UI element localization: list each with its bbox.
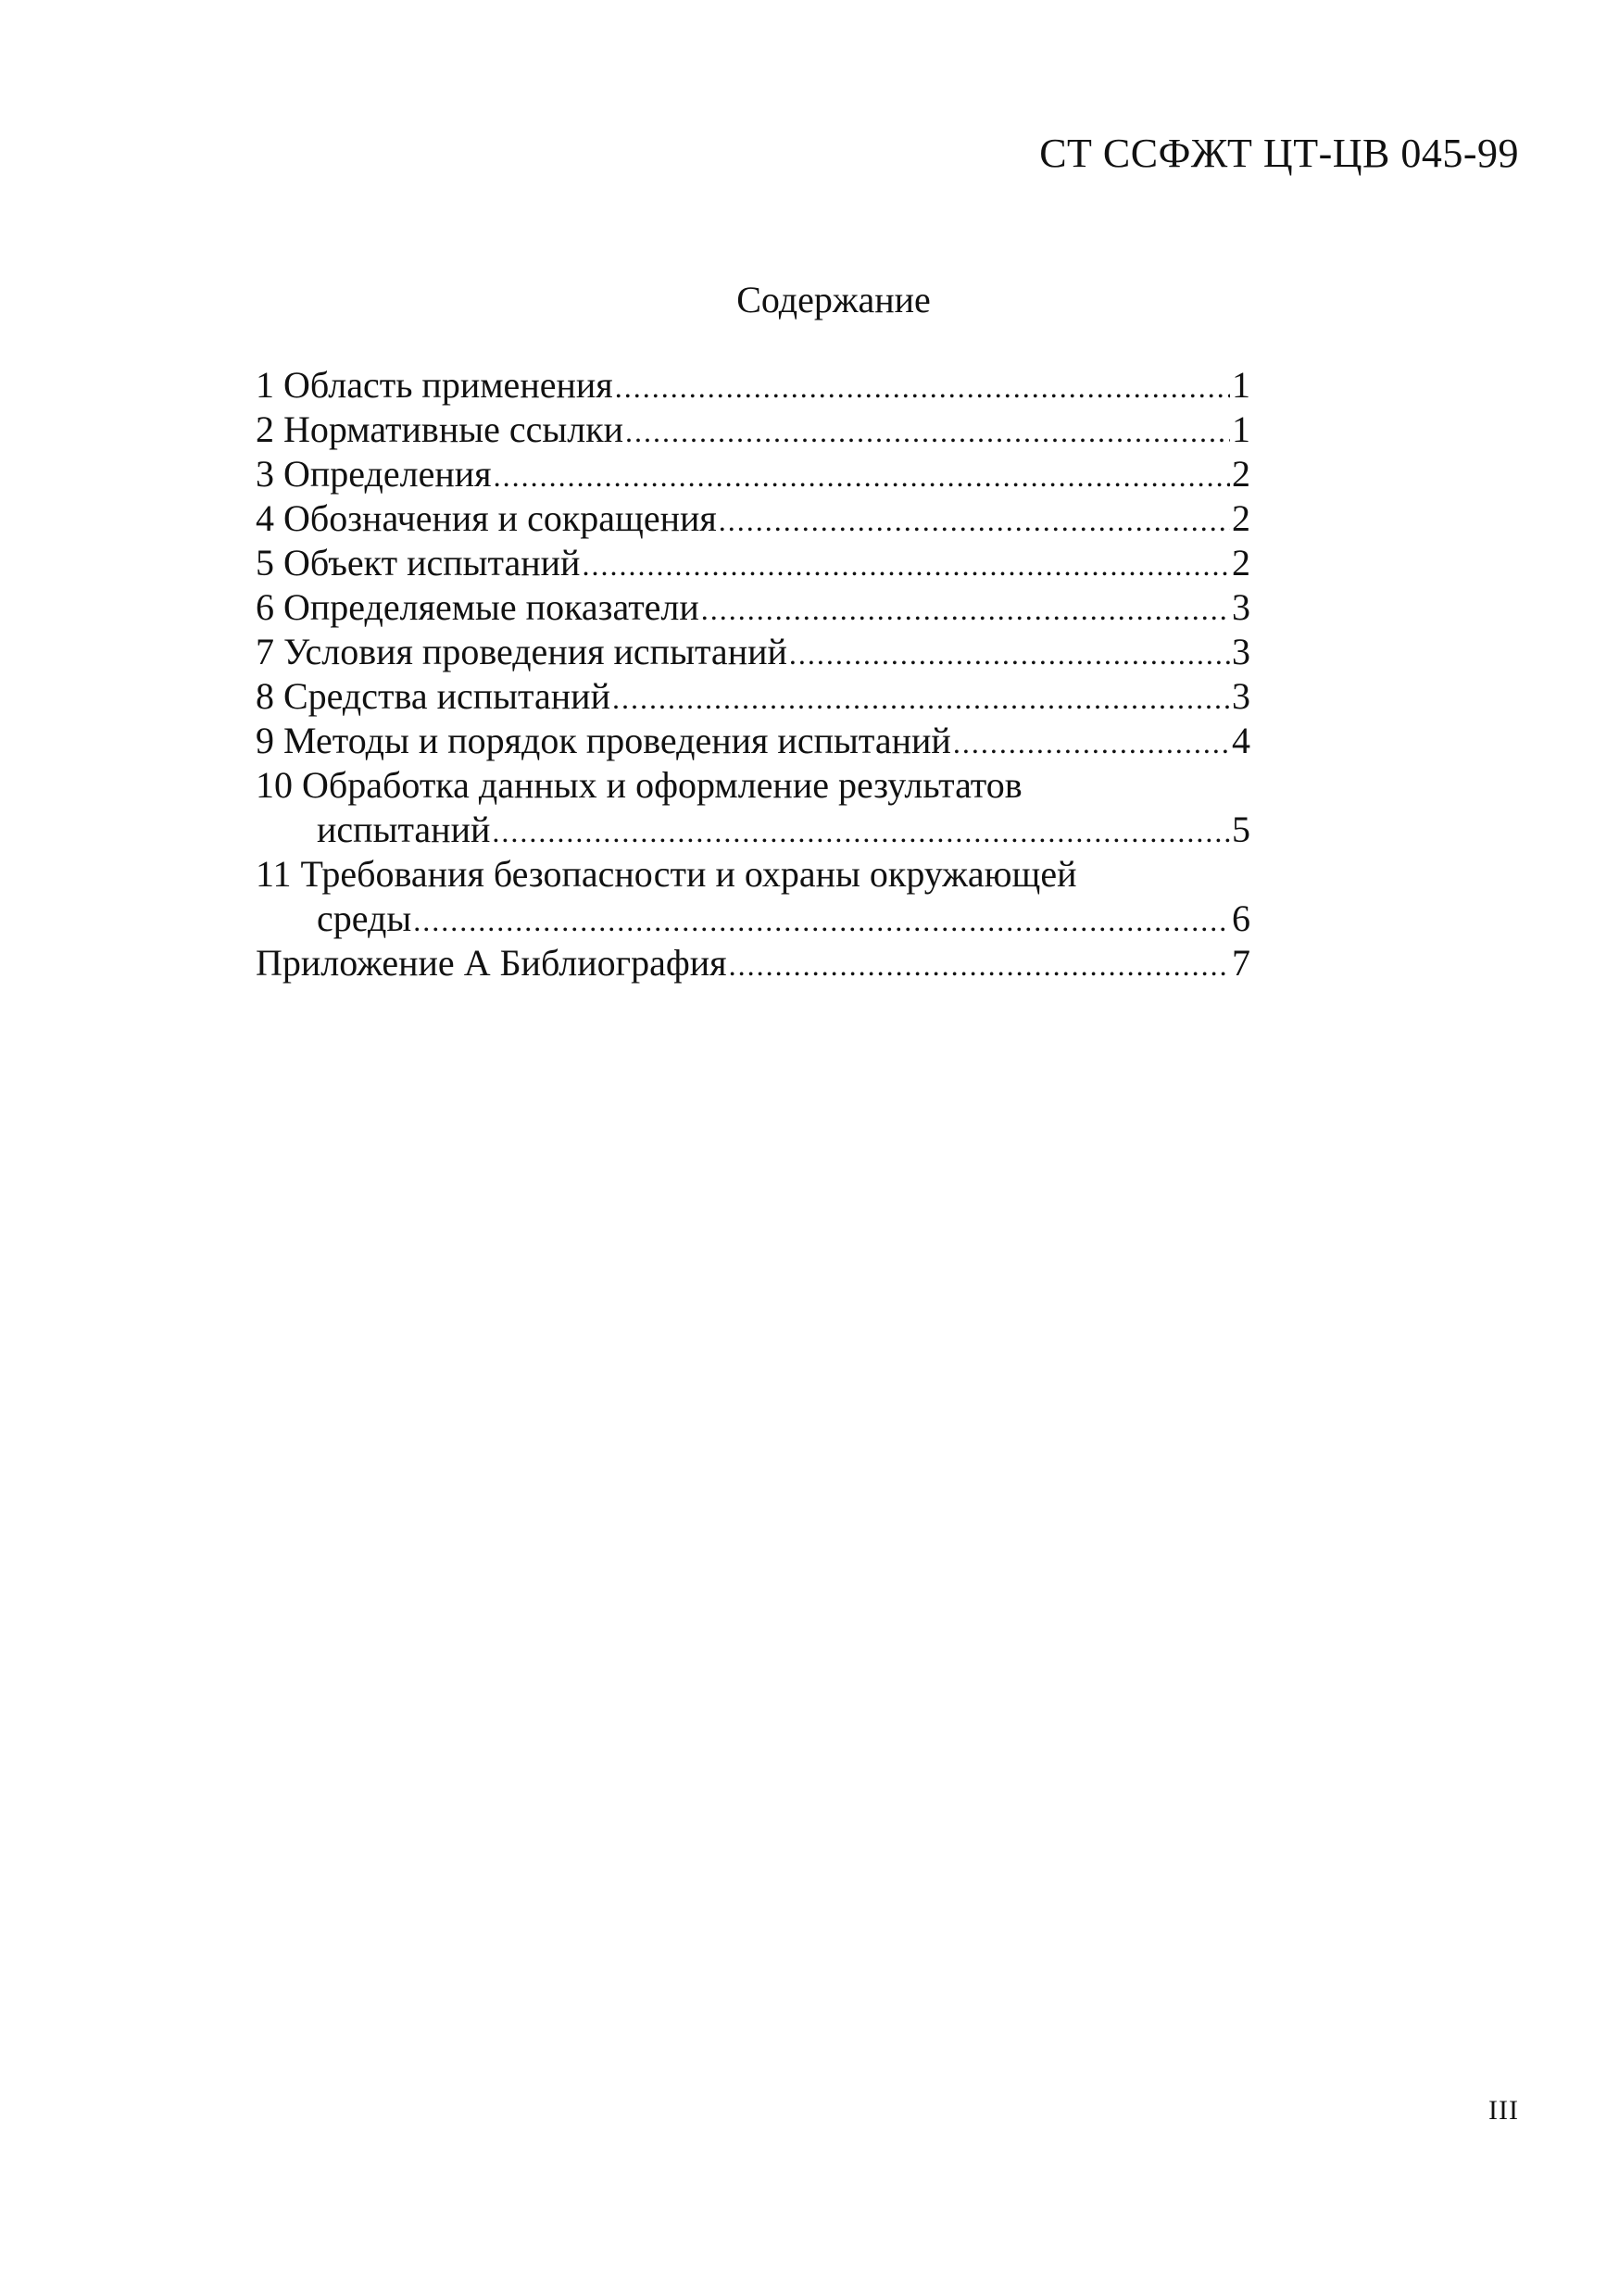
toc-leader-dots [719,498,1230,543]
toc-entry[interactable] [256,852,1250,897]
toc-entry[interactable] [256,674,1250,719]
toc-leader-dots [582,543,1230,587]
toc-entry-label: 9 Методы и порядок проведения испытаний [256,720,951,761]
toc-entry[interactable] [256,452,1250,496]
toc-entry-label: 4 Обозначения и сокращения [256,497,717,539]
toc-entry-label: 3 Определения [256,453,492,495]
toc-leader-dots [413,898,1230,943]
toc-entry-page: 7 [1232,942,1250,984]
toc-entry[interactable] [256,719,1250,763]
toc-entry-label: 10 Обработка данных и оформление результатов [256,764,1023,806]
toc-entry-page: 1 [1232,408,1250,450]
toc-leader-dots [729,943,1230,987]
toc-entry-page: 3 [1232,675,1250,717]
table-of-contents [256,363,1250,985]
toc-entry-page: 6 [1232,897,1250,939]
toc-entry[interactable] [256,363,1250,408]
toc-leader-dots [494,454,1230,498]
document-code: СТ ССФЖТ ЦТ-ЦВ 045-99 [1039,131,1519,176]
toc-entry-page: 4 [1232,720,1250,761]
toc-entry-label: 1 Область применения [256,364,613,406]
toc-entry-page: 2 [1232,497,1250,539]
toc-entry-page: 3 [1232,631,1250,672]
toc-entry-label-continuation: испытаний [317,809,491,850]
toc-entry-label: 6 Определяемые показатели [256,586,699,628]
toc-entry-page: 2 [1232,453,1250,495]
toc-entry[interactable] [256,941,1250,985]
toc-leader-dots [701,587,1230,632]
toc-entry-page: 5 [1232,809,1250,850]
toc-leader-dots [492,809,1230,854]
toc-leader-dots [789,632,1230,676]
toc-entry[interactable] [256,496,1250,541]
toc-entry-label: 7 Условия проведения испытаний [256,631,787,672]
toc-leader-dots [625,409,1230,454]
toc-entry-label: 5 Объект испытаний [256,542,581,583]
toc-entry[interactable] [256,408,1250,452]
toc-leader-dots [953,721,1230,765]
toc-entry[interactable] [256,541,1250,585]
toc-entry-label: Приложение А Библиография [256,942,727,984]
toc-entry-label: 8 Средства испытаний [256,675,610,717]
toc-entry-label: 11 Требования безопасности и охраны окружающей [256,853,1077,895]
toc-leader-dots [615,365,1230,409]
toc-leader-dots [612,676,1230,721]
toc-title: Содержание [736,279,931,320]
toc-entry[interactable] [256,630,1250,674]
toc-entry-label-continuation: среды [317,897,412,939]
toc-entry-continuation[interactable] [256,808,1250,852]
toc-entry-continuation[interactable] [256,897,1250,941]
toc-entry-page: 2 [1232,542,1250,583]
toc-entry-page: 1 [1232,364,1250,406]
page-number: III [1488,2095,1519,2126]
toc-entry[interactable] [256,585,1250,630]
toc-entry-page: 3 [1232,586,1250,628]
toc-entry-label: 2 Нормативные ссылки [256,408,624,450]
toc-entry[interactable] [256,763,1250,808]
